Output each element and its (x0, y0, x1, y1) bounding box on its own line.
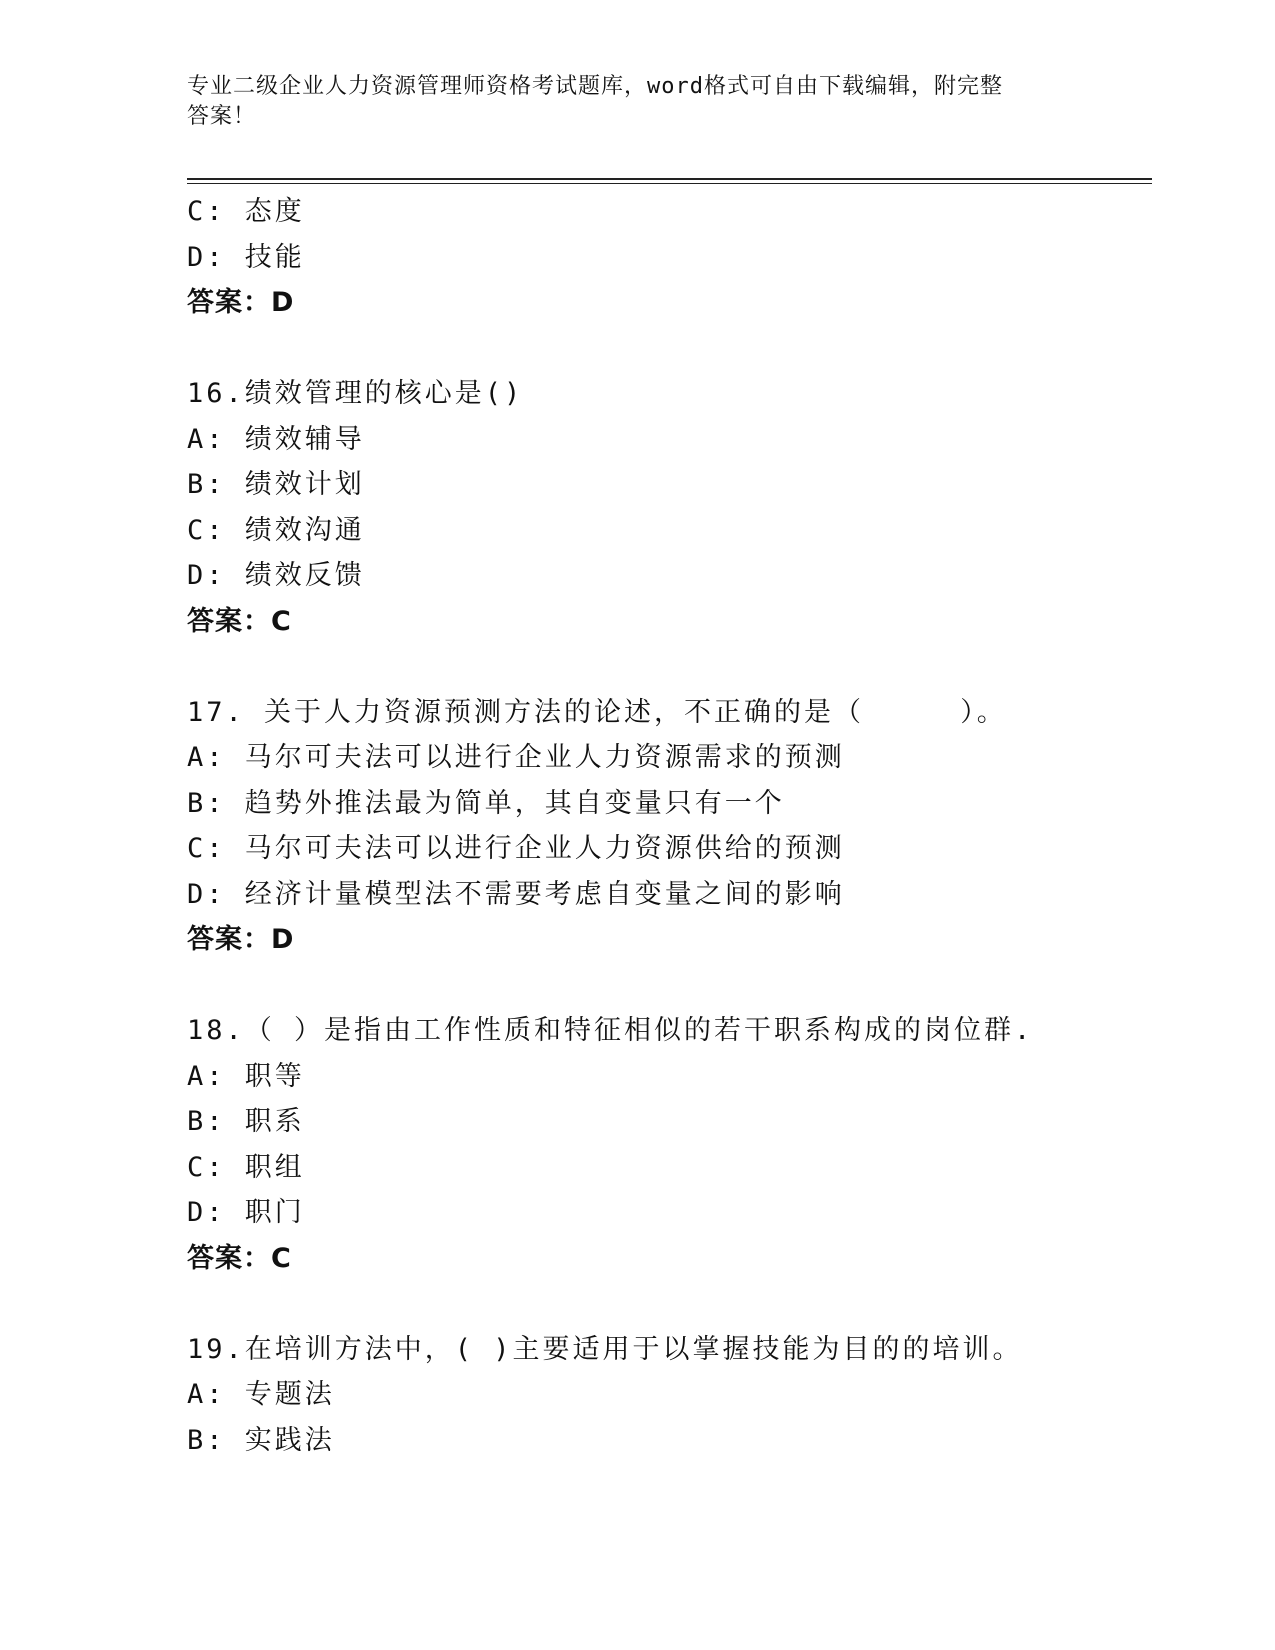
option-c: C: 绩效沟通 (187, 514, 365, 546)
option-c: C: 态度 (187, 196, 305, 227)
option-b: B: 绩效计划 (187, 469, 365, 500)
question-stem: 16.绩效管理的核心是() (187, 378, 524, 409)
question-stem: 17. 关于人力资源预测方法的论述，不正确的是（ ）。 (187, 696, 1007, 728)
option-a: A: 专题法 (187, 1379, 335, 1410)
question-16 (187, 371, 1152, 644)
question-18 (187, 1008, 1152, 1281)
option-b: B: 趋势外推法最为简单，其自变量只有一个 (187, 787, 785, 819)
header-divider-thin (187, 183, 1152, 184)
option-b: B: 职系 (187, 1106, 305, 1137)
header-divider-thick (187, 178, 1152, 180)
answer-line: 答案：C (187, 1242, 292, 1274)
question-17 (187, 690, 1152, 963)
option-a: A: 职等 (187, 1060, 305, 1092)
spacer (187, 963, 1152, 1009)
question-15-tail (187, 189, 1152, 326)
answer-line: 答案：C (187, 605, 292, 637)
header-title-line-2: 答案！ (187, 104, 257, 129)
option-d: D: 技能 (187, 241, 305, 273)
answer-line: 答案：D (187, 924, 295, 955)
option-c: C: 职组 (187, 1151, 305, 1183)
option-a: A: 绩效辅导 (187, 423, 365, 455)
option-d: D: 职门 (187, 1197, 305, 1228)
question-19 (187, 1327, 1152, 1464)
option-b: B: 实践法 (187, 1424, 335, 1456)
option-c: C: 马尔可夫法可以进行企业人力资源供给的预测 (187, 833, 845, 864)
option-d: D: 经济计量模型法不需要考虑自变量之间的影响 (187, 878, 845, 910)
question-stem: 19.在培训方法中，( )主要适用于以掌握技能为目的的培训。 (187, 1333, 1023, 1365)
question-stem: 18.（ ）是指由工作性质和特征相似的若干职系构成的岗位群. (187, 1015, 1034, 1046)
header-title-line-1: 专业二级企业人力资源管理师资格考试题库，word格式可自由下载编辑，附完整 (187, 74, 1003, 99)
answer-line: 答案：D (187, 287, 295, 318)
document-header (187, 72, 1067, 132)
question-content (187, 189, 1152, 1463)
spacer (187, 1281, 1152, 1327)
spacer (187, 326, 1152, 372)
option-a: A: 马尔可夫法可以进行企业人力资源需求的预测 (187, 742, 845, 773)
spacer (187, 644, 1152, 690)
option-d: D: 绩效反馈 (187, 560, 365, 591)
